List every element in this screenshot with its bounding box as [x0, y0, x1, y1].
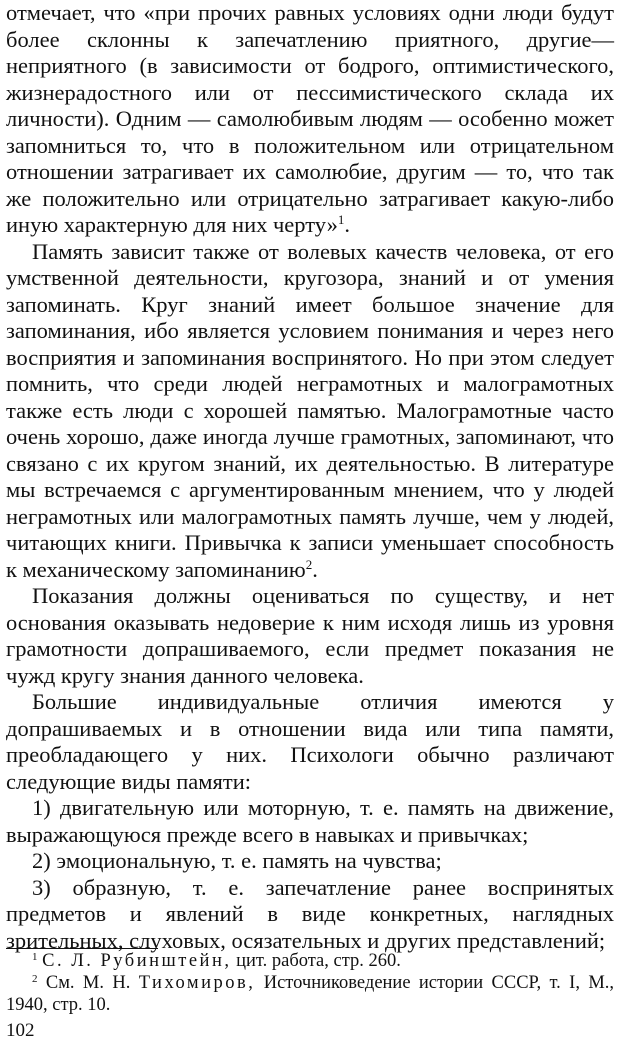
- list-item: 2) эмоциональную, т. е. память на чувства;: [32, 848, 442, 873]
- page-number: 102: [6, 1020, 35, 1041]
- footnote-ref-1: 1: [337, 212, 345, 227]
- paragraph-2: Память зависит также от волевых качеств человека, от его умственной деятельности, кругозора, знаний и от умения запоминать. Круг знаний имеет большое значение для запоминания, ибо является условием понимания и через него восприятия и запоминания воспринятого. Но при этом следует помнить, что среди людей неграмотных и малограмотных также есть люди с хорошей памятью. Малограмотные часто очень хорошо, даже иногда лучше грамотных, запоминают, что связано с их кругом знаний, их деятельностью. В литературе мы встречаемся с аргументированным мнением, что у людей неграмотных или малограмотных память лучше, чем у людей, читающих книги. Привычка к записи уменьшает способность к механическому запоминанию$^2$.: [6, 238, 614, 582]
- footnote-source: Источниковедение истории СССР, т. I, М., 1940, стр. 10.: [6, 973, 615, 1015]
- footnote-source: цит. работа, стр. 260.: [231, 951, 401, 971]
- footnote-ref-2: 2: [305, 556, 313, 572]
- paragraph-3: Показания должны оцениваться по существу, и нет основания оказывать недоверие к ним исходя лишь из уровня грамотности допрашиваемого, если предмет показания не чужд кругу знания данного человека.: [6, 583, 614, 688]
- footnotes: [6, 950, 614, 1016]
- footnote-number: 1: [32, 951, 38, 963]
- list-item: 1) двигательную или моторную, т. е. память на движение, выражающуюся прежде всего в навыках и привычках;: [6, 795, 614, 847]
- body-text: [6, 0, 614, 954]
- footnote-author: С. Л. Рубинштейн,: [42, 951, 232, 971]
- footnote-1: [6, 950, 614, 972]
- footnote-author: Тихомиров,: [138, 973, 256, 993]
- list-item: 3) образную, т. е. запечатление ранее воспринятых предметов и явлений в виде конкретных, наглядных зрительных, слуховых, осязательных и других представлений;: [6, 874, 614, 953]
- footnote-divider: [6, 948, 158, 949]
- footnote-number: 2: [32, 973, 38, 985]
- paragraph-4: Большие индивидуальные отличия имеются у допрашиваемых и в отношении вида или типа памяти, преобладающего у них. Психологи обычно различают следующие виды памяти:: [6, 689, 614, 794]
- footnote-prefix: См. М. Н.: [45, 973, 139, 993]
- paragraph-1-text: отмечает, что «при прочих равных условиях одни люди будут более склонны к запечатлению приятного, другие— неприятного (в зависимости от бодрого, оптимистического, жизнерадостного или от пессимистического склада их личности). Одним — самолюбивым людям — особенно может запомниться то, что в положительном или отрицательном отношении затрагивает их самолюбие, другим — то, что так же положительно или отрицательно затрагивает какую-либо иную характерную для них черту»: [6, 0, 614, 237]
- paragraph-2-text: Память зависит также от волевых качеств человека, от его умственной деятельности, кругозора, знаний и от умения запоминать. Круг знаний имеет большое значение для запоминания, ибо является условием понимания и через него восприятия и запоминания воспринятого. Но при этом следует помнить, что среди людей неграмотных и малограмотных также есть люди с хорошей памятью. Малограмотные часто очень хорошо, даже иногда лучше грамотных, запоминают, что связано с их кругом знаний, их деятельностью. В литературе мы встречаемся с аргументированным мнением, что у людей неграмотных или малограмотных память лучше, чем у людей, читающих книги. Привычка к записи уменьшает способность к механическому запоминанию: [6, 238, 614, 582]
- paragraph-1: отмечает, что «при прочих равных условиях одни люди будут более склонны к запечатлению приятного, другие— неприятного (в зависимости от бодрого, оптимистического, жизнерадостного или от пессимистического склада их личности). Одним — самолюбивым людям — особенно может запомниться то, что в положительном или отрицательном отношении затрагивает их самолюбие, другим — то, что так же положительно или отрицательно затрагивает какую-либо иную характерную для них черту»$^1$.: [6, 0, 614, 237]
- footnote-2: [6, 972, 614, 1016]
